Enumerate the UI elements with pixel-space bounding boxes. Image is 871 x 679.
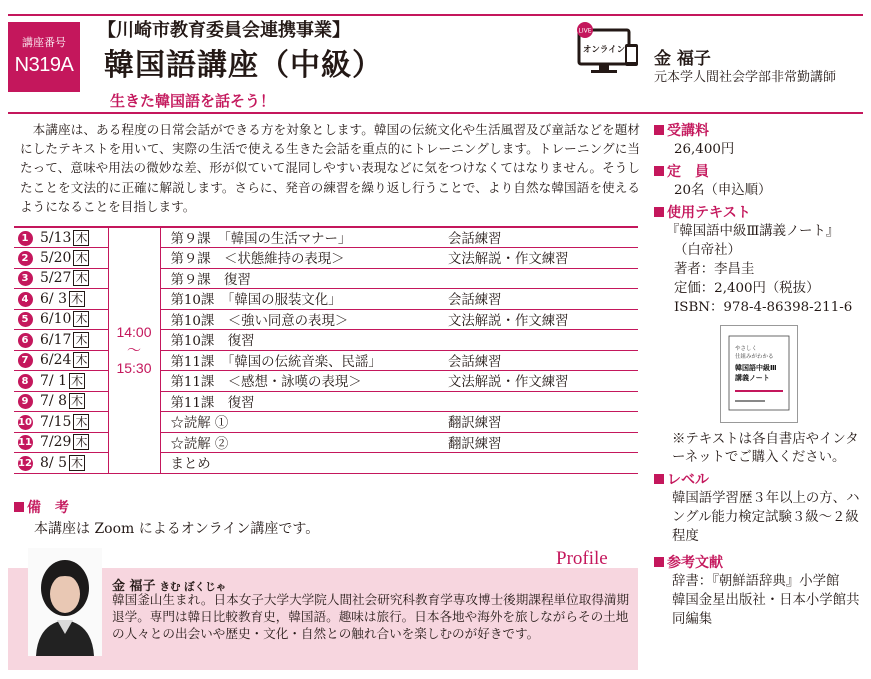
weekday-badge: 木 bbox=[75, 332, 88, 347]
textbook-isbn: ISBN：978-4-86398-211-6 bbox=[674, 300, 853, 315]
svg-text:やさしく: やさしく bbox=[735, 346, 758, 352]
online-monitor-icon bbox=[575, 22, 641, 76]
lecturer-name: 金 福子 bbox=[654, 49, 711, 69]
session-date: 5/27 木 bbox=[36, 268, 108, 289]
level-value: 韓国語学習歴３年以上の方、ハングル能力検定試験３級～２級程度 bbox=[672, 491, 860, 544]
course-code: N319A bbox=[14, 54, 74, 76]
profile-name: 金 福子 きむ ぼくじゃ bbox=[112, 579, 227, 594]
lesson-kind bbox=[444, 453, 638, 474]
schedule-row bbox=[14, 248, 638, 269]
svg-text:韓国語中級Ⅲ: 韓国語中級Ⅲ bbox=[735, 364, 777, 372]
capacity-heading: 定 員 bbox=[654, 161, 860, 181]
weekday-badge: 木 bbox=[70, 455, 83, 470]
lesson-title: 第11課 復習 bbox=[160, 391, 444, 412]
square-bullet-icon bbox=[14, 502, 24, 512]
session-date: 7/ 1 木 bbox=[36, 371, 108, 392]
session-date: 6/24 木 bbox=[36, 350, 108, 371]
session-number: 6 bbox=[14, 330, 36, 351]
session-time: 14:00 ～ 15:30 bbox=[108, 227, 160, 473]
profile-label: Profile bbox=[556, 548, 608, 569]
lesson-kind bbox=[444, 391, 638, 412]
textbook-note: ※テキストは各自書店やインターネットでご購入ください。 bbox=[672, 432, 859, 465]
lesson-title: 第10課 復習 bbox=[160, 330, 444, 351]
lesson-kind bbox=[444, 268, 638, 289]
weekday-badge: 木 bbox=[75, 312, 88, 327]
svg-text:講義ノート: 講義ノート bbox=[735, 374, 770, 382]
textbook-cover bbox=[720, 325, 798, 423]
session-number: 9 bbox=[14, 391, 36, 412]
course-intro: 本講座は、ある程度の日常会話ができる方を対象とします。韓国の伝統文化や生活風習及び童話などを題材にしたテキストを用いて、実際の生活で使える生きた会話を重点的にトレーニングします。トレーニングに当たって、意味や用法の微妙な差、形が似ていて混同しやすい表現などに気をつけなくてはなりません。そうしたことを文法的に正確に解説します。さらに、発音の練習を繰り返し行うことで、より自然な韓国語を使えるようになることを目指します。 bbox=[20, 122, 640, 214]
textbook-author: 著者：李昌圭 bbox=[674, 262, 755, 277]
lesson-title: 第11課 ＜感想・詠嘆の表現＞ bbox=[160, 371, 444, 392]
weekday-badge: 木 bbox=[75, 230, 88, 245]
session-date: 5/13 木 bbox=[36, 227, 108, 248]
session-date: 5/20 木 bbox=[36, 248, 108, 269]
reference-heading: 参考文献 bbox=[654, 552, 860, 572]
schedule-row bbox=[14, 432, 638, 453]
capacity-value: 20名（申込順） bbox=[674, 183, 772, 198]
lesson-title: ☆読解 ② bbox=[160, 432, 444, 453]
profile-kana: きむ ぼくじゃ bbox=[159, 581, 227, 593]
memo-text: 本講座は Zoom によるオンライン講座です。 bbox=[34, 521, 320, 537]
profile-text: 韓国釜山生まれ。日本女子大学大学院人間社会研究科教育学専攻博士後期課程単位取得満期退学。専門は韓日比較教育史，韓国語。趣味は旅行。日本各地や海外を旅しながらその土地の人々との出会いや歴史・文化・自然との触れ合いを楽しむのが好きです。 bbox=[112, 592, 630, 642]
lesson-title: 第９課 復習 bbox=[160, 268, 444, 289]
info-column bbox=[654, 120, 860, 629]
schedule-row bbox=[14, 350, 638, 371]
session-date: 6/10 木 bbox=[36, 309, 108, 330]
fee-value: 26,400円 bbox=[674, 142, 735, 157]
lesson-title: まとめ bbox=[160, 453, 444, 474]
session-number: 5 bbox=[14, 309, 36, 330]
lesson-kind: 文法解説・作文練習 bbox=[444, 371, 638, 392]
session-number: 11 bbox=[14, 432, 36, 453]
textbook-heading: 使用テキスト bbox=[654, 202, 860, 222]
schedule-row bbox=[14, 289, 638, 310]
session-number: 7 bbox=[14, 350, 36, 371]
session-number: 8 bbox=[14, 371, 36, 392]
schedule-row bbox=[14, 330, 638, 351]
lesson-title: 第10課 「韓国の服装文化」 bbox=[160, 289, 444, 310]
weekday-badge: 木 bbox=[70, 394, 83, 409]
header-bottom-rule bbox=[8, 112, 863, 114]
course-title: 韓国語講座（中級） bbox=[104, 48, 383, 83]
session-date: 6/ 3 木 bbox=[36, 289, 108, 310]
textbook-publisher: （白帝社） bbox=[674, 243, 741, 258]
session-date: 7/29 木 bbox=[36, 432, 108, 453]
fee-heading: 受講料 bbox=[654, 120, 860, 140]
session-date: 7/15 木 bbox=[36, 412, 108, 433]
lesson-title: 第11課 「韓国の伝統音楽、民謡」 bbox=[160, 350, 444, 371]
lesson-title: 第９課 ＜状態維持の表現＞ bbox=[160, 248, 444, 269]
level-heading: レベル bbox=[654, 469, 860, 489]
textbook-price: 定価：2,400円（税抜） bbox=[674, 281, 820, 296]
session-date: 6/17 木 bbox=[36, 330, 108, 351]
project-label: 【川崎市教育委員会連携事業】 bbox=[98, 20, 350, 41]
session-number: 2 bbox=[14, 248, 36, 269]
lecturer-title: 元本学人間社会学部非常勤講師 bbox=[654, 70, 837, 85]
session-number: 12 bbox=[14, 453, 36, 474]
weekday-badge: 木 bbox=[75, 271, 88, 286]
schedule-row bbox=[14, 453, 638, 474]
memo-heading: 備 考 bbox=[14, 497, 69, 517]
lesson-kind bbox=[444, 330, 638, 351]
session-number: 3 bbox=[14, 268, 36, 289]
weekday-badge: 木 bbox=[75, 250, 88, 265]
lesson-title: 第10課 ＜強い同意の表現＞ bbox=[160, 309, 444, 330]
live-badge-text: LIVE bbox=[578, 27, 592, 35]
textbook-title: 『韓国語中級Ⅲ講義ノート』 bbox=[666, 224, 840, 239]
session-number: 1 bbox=[14, 227, 36, 248]
session-date: 7/ 8 木 bbox=[36, 391, 108, 412]
course-code-box bbox=[8, 22, 80, 92]
schedule-row bbox=[14, 227, 638, 248]
course-code-label: 講座番号 bbox=[22, 36, 66, 49]
lesson-kind: 会話練習 bbox=[444, 227, 638, 248]
lesson-kind: 翻訳練習 bbox=[444, 412, 638, 433]
session-number: 4 bbox=[14, 289, 36, 310]
lesson-kind: 文法解説・作文練習 bbox=[444, 309, 638, 330]
lesson-title: ☆読解 ① bbox=[160, 412, 444, 433]
weekday-badge: 木 bbox=[70, 373, 83, 388]
lesson-kind: 翻訳練習 bbox=[444, 432, 638, 453]
weekday-badge: 木 bbox=[75, 414, 88, 429]
lesson-kind: 文法解説・作文練習 bbox=[444, 248, 638, 269]
schedule-row bbox=[14, 371, 638, 392]
session-date: 8/ 5 木 bbox=[36, 453, 108, 474]
online-label: オンライン bbox=[582, 45, 626, 55]
svg-text:仕組みがわかる: 仕組みがわかる bbox=[735, 354, 774, 360]
schedule-row bbox=[14, 268, 638, 289]
schedule-row bbox=[14, 309, 638, 330]
lesson-title: 第９課 「韓国の生活マナー」 bbox=[160, 227, 444, 248]
lesson-kind: 会話練習 bbox=[444, 350, 638, 371]
schedule-row bbox=[14, 412, 638, 433]
schedule-row bbox=[14, 391, 638, 412]
reference-value: 辞書：『朝鮮語辞典』小学館 韓国金星出版社・日本小学館共同編集 bbox=[672, 574, 860, 627]
lecturer-photo bbox=[28, 548, 102, 656]
weekday-badge: 木 bbox=[75, 353, 88, 368]
lesson-kind: 会話練習 bbox=[444, 289, 638, 310]
weekday-badge: 木 bbox=[75, 435, 88, 450]
weekday-badge: 木 bbox=[70, 291, 83, 306]
session-number: 10 bbox=[14, 412, 36, 433]
schedule-table bbox=[14, 226, 638, 474]
catch-copy: 生きた韓国語を話そう！ bbox=[110, 92, 276, 110]
